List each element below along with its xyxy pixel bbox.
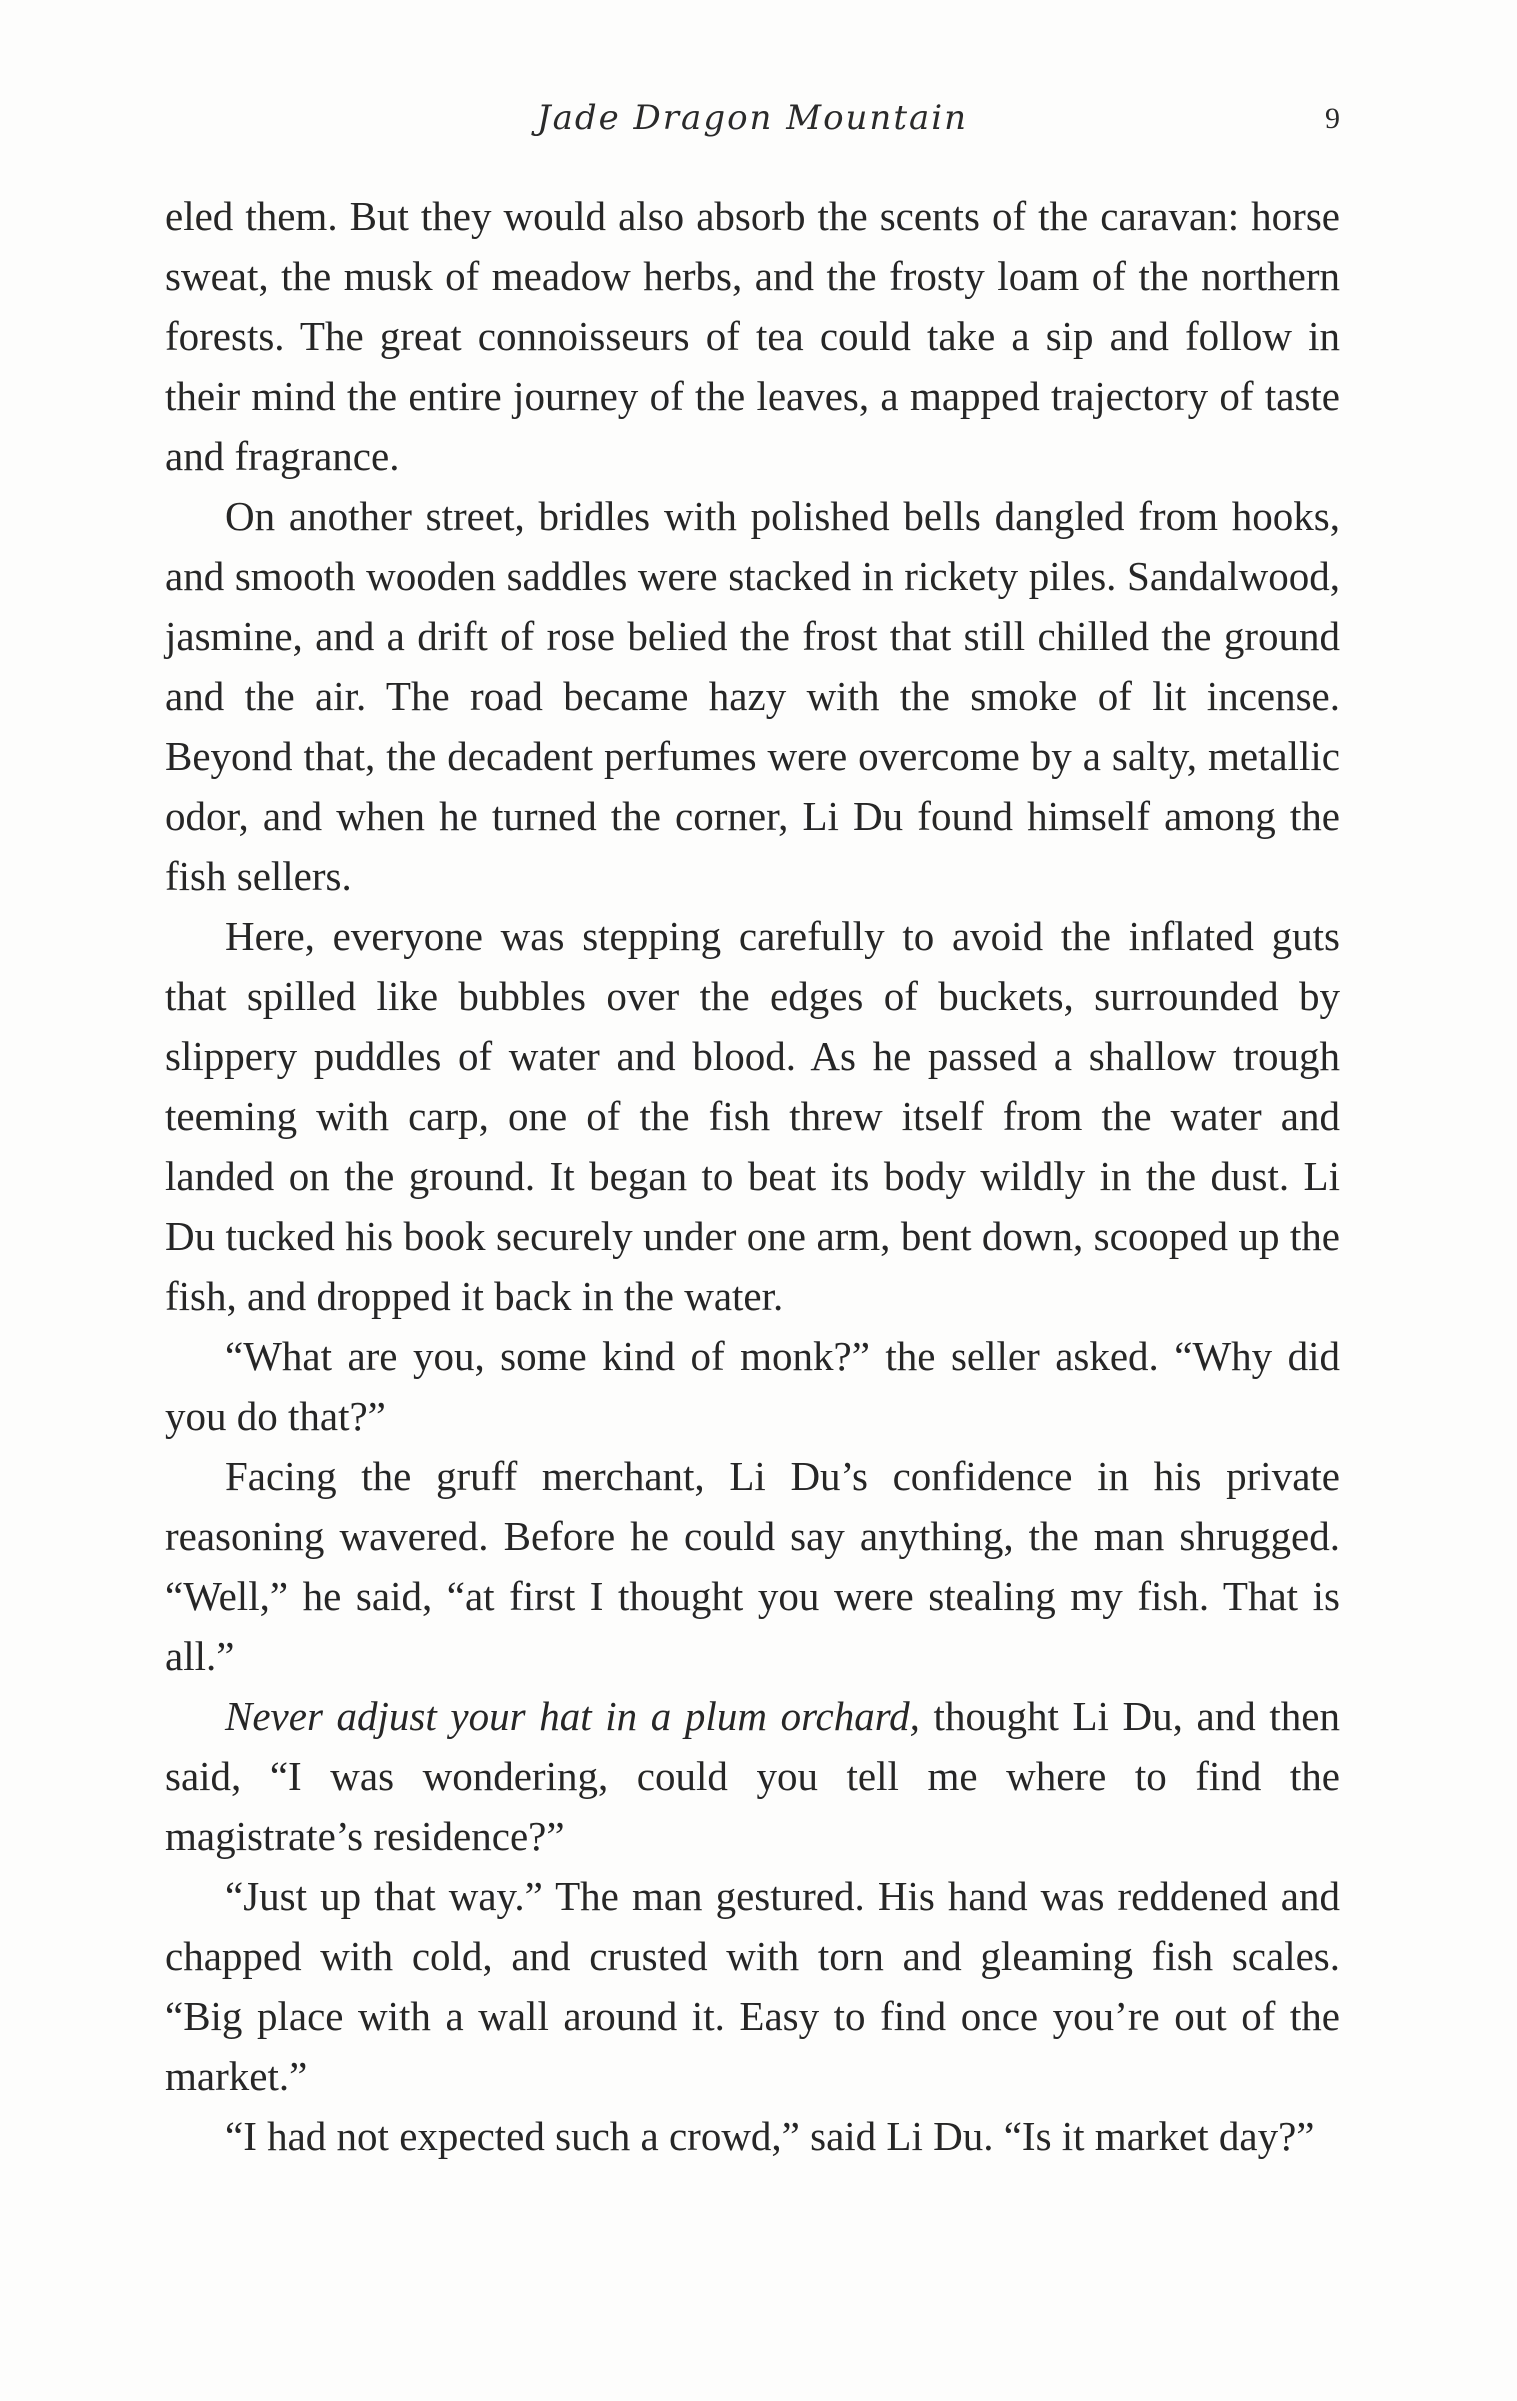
paragraph [165, 486, 1340, 906]
paragraph-text: On another street, bridles with polished bells dangled from hooks, and smooth wooden saddles were stacked in rickety piles. Sandalwood, jasmine, and a drift of rose belied the frost that still chilled the ground and the air. The road became hazy with the smoke of lit incense. Beyond that, the decadent perfumes were overcome by a salty, metallic odor, and when he turned the corner, Li Du found himself among the fish sellers. [165, 493, 1340, 899]
page-number: 9 [1325, 102, 1340, 135]
paragraph [165, 1326, 1340, 1446]
book-title: Jade Dragon Mountain [536, 98, 969, 138]
paragraph [165, 186, 1340, 486]
paragraph-text: Facing the gruff merchant, Li Du’s confidence in his private reasoning wavered. Before he could say anything, the man shrugged. “Well,” he said, “at first I thought you were stealing my fish. That is all.” [165, 1453, 1340, 1679]
body-text [165, 186, 1340, 2166]
paragraph [165, 1446, 1340, 1686]
paragraph [165, 1686, 1340, 1866]
paragraph-text: “Just up that way.” The man gestured. His hand was reddened and chapped with cold, and crusted with torn and gleaming fish scales. “Big place with a wall around it. Easy to find once you’re out of the market.” [165, 1873, 1340, 2099]
paragraph-text: “I had not expected such a crowd,” said Li Du. “Is it market day?” [225, 2113, 1315, 2159]
paragraph [165, 906, 1340, 1326]
paragraph [165, 2106, 1340, 2166]
paragraph-text: Here, everyone was stepping carefully to avoid the inflated guts that spilled like bubbles over the edges of buckets, surrounded by slippery puddles of water and blood. As he passed a shallow trough teeming with carp, one of the fish threw itself from the water and landed on the ground. It began to beat its body wildly in the dust. Li Du tucked his book securely under one arm, bent down, scooped up the fish, and dropped it back in the water. [165, 913, 1340, 1319]
italic-proverb: Never adjust your hat in a plum orchard, [225, 1693, 920, 1739]
paragraph-text: eled them. But they would also absorb the scents of the caravan: horse sweat, the musk of meadow herbs, and the frosty loam of the northern forests. The great connoisseurs of tea could take a sip and follow in their mind the entire journey of the leaves, a mapped trajectory of taste and fragrance. [165, 193, 1340, 479]
paragraph [165, 1866, 1340, 2106]
paragraph-text: thought Li Du, and then said, “I was wondering, could you tell me where to find the magistrate’s residence?” [165, 1693, 1340, 1859]
running-header [165, 98, 1340, 158]
paragraph-text: “What are you, some kind of monk?” the seller asked. “Why did you do that?” [165, 1333, 1340, 1439]
